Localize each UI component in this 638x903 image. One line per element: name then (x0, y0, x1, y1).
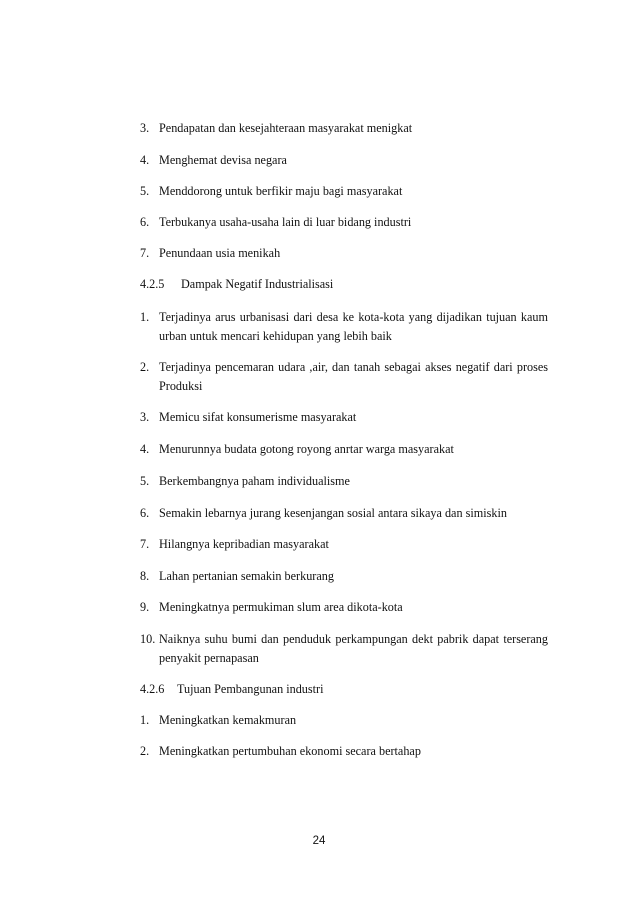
list-item-text: Menghemat devisa negara (159, 153, 287, 167)
section-heading (140, 681, 323, 697)
list-item-text: Penundaan usia menikah (159, 246, 281, 260)
list-item-number: 1. (140, 713, 150, 727)
list-item (140, 183, 402, 199)
list-item (140, 536, 329, 552)
page-number: 24 (312, 835, 326, 847)
list-item (140, 409, 356, 425)
list-item-text-line2: urban untuk mencari kehidupan yang lebih baik (159, 329, 392, 343)
list-item-text: Menddorong untuk berfikir maju bagi masyarakat (159, 184, 403, 198)
list-item-number: 3. (140, 410, 150, 424)
list-item-text: Semakin lebarnya jurang kesenjangan sosial antara sikaya dan simiskin (159, 506, 507, 520)
list-item-number: 4. (140, 442, 150, 456)
list-item-text: Memicu sifat konsumerisme masyarakat (159, 410, 357, 424)
section-title: Tujuan Pembangunan industri (177, 682, 324, 696)
list-item-text: Meningkatnya permukiman slum area dikota-kota (159, 600, 403, 614)
section-title: Dampak Negatif Industrialisasi (181, 277, 334, 291)
list-item-text-line2: penyakit pernapasan (159, 651, 259, 665)
list-item-text: Pendapatan dan kesejahteraan masyarakat menigkat (159, 121, 413, 135)
list-item-number: 4. (140, 153, 150, 167)
section-heading (140, 276, 333, 292)
list-item-text: Berkembangnya paham individualisme (159, 474, 350, 488)
list-item (140, 473, 350, 489)
list-item (140, 743, 421, 759)
list-item (140, 505, 507, 521)
list-item-number: 1. (140, 310, 150, 324)
list-item-number: 6. (140, 215, 150, 229)
list-item (140, 214, 411, 230)
list-item-number: 6. (140, 506, 150, 520)
list-item-number: 8. (140, 569, 150, 583)
list-item-text-line2: Produksi (159, 379, 203, 393)
list-item (140, 245, 280, 261)
list-item-number: 2. (140, 744, 150, 758)
list-item (140, 120, 412, 136)
list-item-text: Terbukanya usaha-usaha lain di luar bidang industri (159, 215, 412, 229)
list-item-number: 2. (140, 360, 150, 374)
list-item (140, 712, 296, 728)
list-item-number: 5. (140, 184, 150, 198)
section-number: 4.2.5 (140, 277, 165, 291)
list-item-number: 10. (140, 632, 156, 646)
list-item-text-line1: Naiknya suhu bumi dan penduduk perkampungan dekt pabrik dapat terserang (159, 632, 548, 646)
list-item (140, 441, 454, 457)
list-item-text: Meningkatkan kemakmuran (159, 713, 297, 727)
list-item-number: 7. (140, 246, 150, 260)
list-item-text-line1: Terjadinya pencemaran udara ,air, dan tanah sebagai akses negatif dari proses (159, 360, 548, 374)
list-item-text: Meningkatkan pertumbuhan ekonomi secara bertahap (159, 744, 421, 758)
list-item-text: Hilangnya kepribadian masyarakat (159, 537, 329, 551)
list-item-text: Lahan pertanian semakin berkurang (159, 569, 334, 583)
list-item-number: 3. (140, 121, 150, 135)
section-number: 4.2.6 (140, 682, 165, 696)
list-item-text-line1: Terjadinya arus urbanisasi dari desa ke kota-kota yang dijadikan tujuan kaum (159, 310, 548, 324)
list-item (140, 568, 334, 584)
list-item-text: Menurunnya budata gotong royong anrtar warga masyarakat (159, 442, 454, 456)
list-item-number: 5. (140, 474, 150, 488)
list-item-number: 7. (140, 537, 150, 551)
list-item-number: 9. (140, 600, 150, 614)
list-item (140, 152, 287, 168)
list-item (140, 599, 403, 615)
